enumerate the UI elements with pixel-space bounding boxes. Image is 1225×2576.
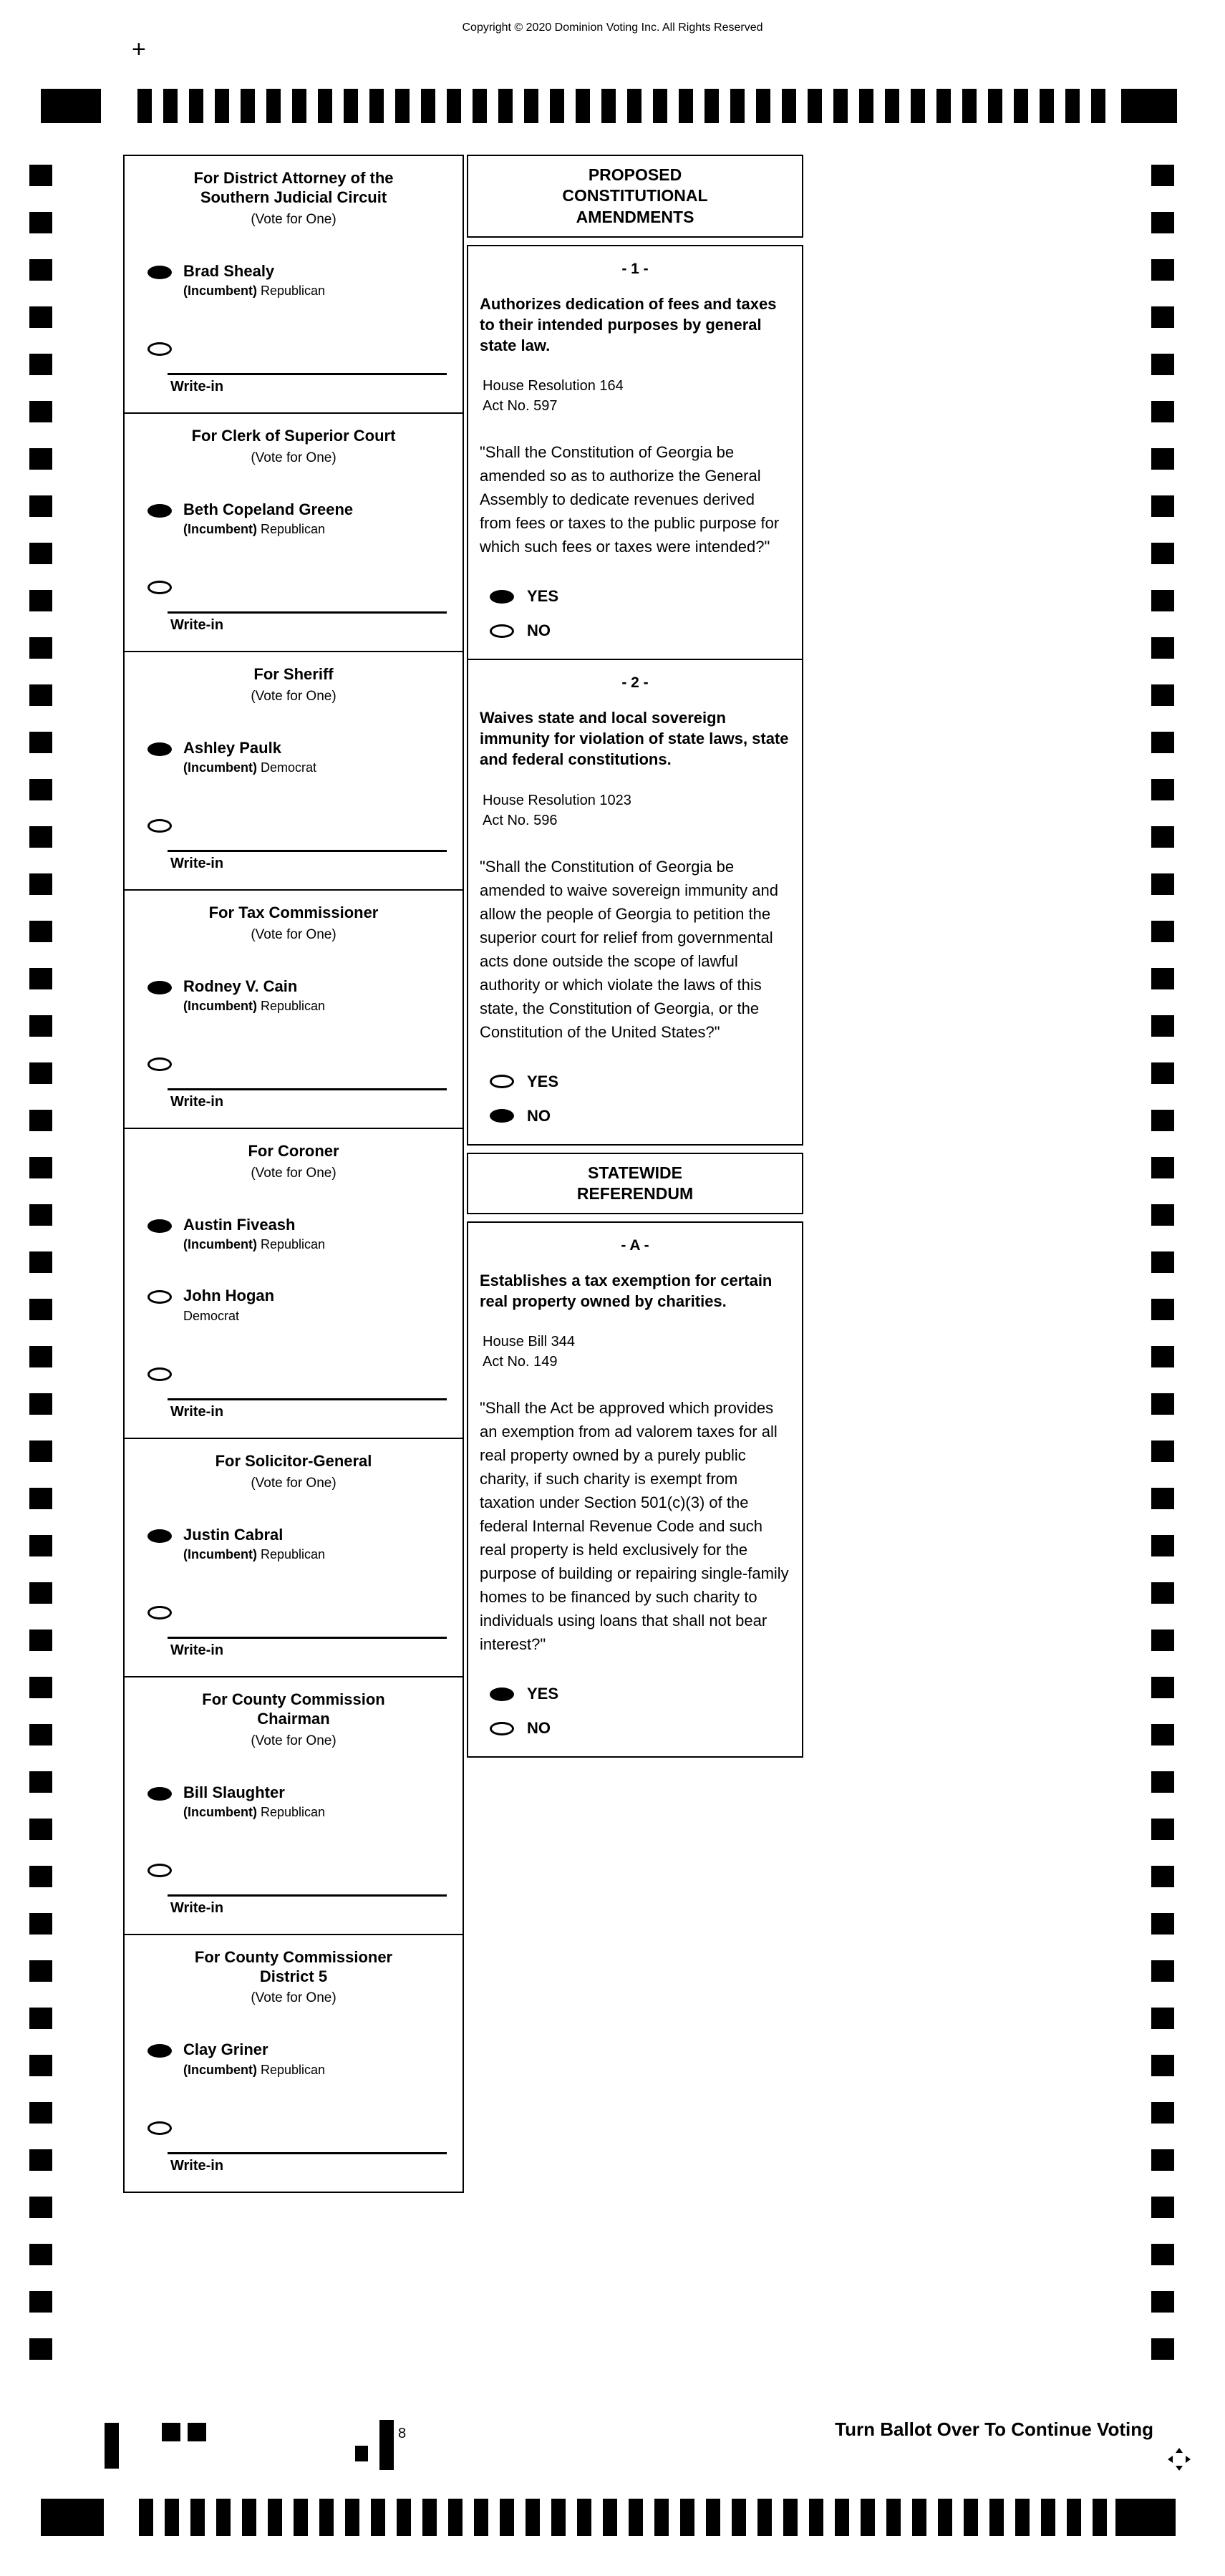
candidate-oval[interactable] [147, 1787, 172, 1801]
contest-box [123, 155, 464, 414]
ballot-content [123, 155, 803, 2193]
candidate-name: Clay Griner [183, 2040, 268, 2059]
candidate-option [132, 1526, 455, 1562]
measure-summary: Authorizes dedication of fees and taxes to their intended purposes by general state law. [480, 295, 777, 355]
candidate-text [183, 500, 353, 537]
contest-title: For Sheriff [253, 665, 334, 684]
party-label: Republican [261, 2062, 326, 2077]
incumbent-label: (Incumbent) [183, 1546, 257, 1561]
timing-block-top-left [41, 89, 101, 123]
candidate-party-line [183, 284, 325, 299]
candidate-option [132, 977, 455, 1014]
party-label: Democrat [261, 760, 317, 775]
candidate-text [183, 1216, 325, 1252]
write-in-oval[interactable] [147, 2121, 172, 2135]
candidate-oval[interactable] [147, 981, 172, 994]
measure-group-header-line: CONSTITUTIONAL [562, 186, 708, 205]
write-in-oval[interactable] [147, 1864, 172, 1877]
candidate-name: Ashley Paulk [183, 738, 281, 757]
candidate-oval[interactable] [147, 1219, 172, 1233]
contest-vote-for: (Vote for One) [251, 1166, 336, 1181]
measure-reference: Act No. 597 [483, 398, 558, 415]
write-in-label: Write-in [170, 617, 224, 634]
candidate-option [132, 500, 455, 537]
candidate-text [183, 1526, 325, 1562]
no-option [480, 1719, 790, 1738]
contest-title: For District Attorney of the [193, 169, 394, 187]
candidate-option [132, 1783, 455, 1820]
ballot-id-mark [105, 2423, 119, 2469]
contest-box [123, 1676, 464, 1935]
party-label: Democrat [183, 1308, 240, 1323]
measure-references [480, 790, 790, 831]
party-label: Republican [261, 1546, 326, 1561]
measure-reference: House Resolution 164 [483, 378, 624, 394]
contest-title: For Clerk of Superior Court [191, 426, 396, 445]
turn-ballot-arrows-icon [1167, 2447, 1191, 2471]
timing-marks-right [1151, 165, 1174, 2360]
incumbent-label: (Incumbent) [183, 1804, 257, 1819]
measure-question: "Shall the Constitution of Georgia be amended to waive sovereign immunity and allow the people of Georgia to petition the superior court for relief from governmental acts done outside the scope of lawful authority or which violate the laws of this state, the Constitution of Georgia, or the Constitution of the United States?" [480, 857, 779, 1041]
contest-title: Chairman [257, 1709, 330, 1728]
no-label: NO [527, 1719, 551, 1738]
write-in-line[interactable] [168, 1894, 447, 1897]
no-option [480, 621, 790, 640]
contest-vote-for: (Vote for One) [251, 1733, 336, 1748]
write-in-label: Write-in [170, 1403, 224, 1420]
contest-vote-for: (Vote for One) [251, 1990, 336, 2006]
candidate-name: Rodney V. Cain [183, 977, 298, 996]
measure-reference: Act No. 149 [483, 1354, 558, 1370]
candidate-party-line [183, 999, 325, 1014]
ballot-id-mark [188, 2423, 206, 2441]
contest-box [123, 1128, 464, 1438]
no-oval[interactable] [490, 1722, 514, 1735]
measure-summary: Establishes a tax exemption for certain real property owned by charities. [480, 1272, 773, 1311]
timing-block-top-right [1121, 89, 1177, 123]
ballot-id-mark [355, 2446, 368, 2461]
candidate-name: Justin Cabral [183, 1525, 284, 1544]
timing-marks-bottom [139, 2499, 1113, 2536]
contest-box [123, 651, 464, 891]
write-in-label: Write-in [170, 856, 224, 872]
write-in-line[interactable] [168, 1398, 447, 1400]
write-in-oval[interactable] [147, 1367, 172, 1381]
candidate-party-line [183, 1805, 325, 1820]
incumbent-label: (Incumbent) [183, 999, 257, 1014]
contest-box [123, 889, 464, 1129]
write-in-oval[interactable] [147, 581, 172, 594]
measure-reference: House Bill 344 [483, 1334, 575, 1350]
candidate-party-line [183, 2063, 325, 2078]
contest-title: For Coroner [248, 1142, 339, 1161]
no-option [480, 1107, 790, 1125]
ballot-id-mark [162, 2423, 180, 2441]
copyright-text: Copyright © 2020 Dominion Voting Inc. All Rights Reserved [462, 21, 763, 34]
contest-box [123, 1934, 464, 2193]
write-in-line[interactable] [168, 1637, 447, 1639]
yes-option [480, 587, 790, 606]
ballot-id-glyph: 8 [398, 2426, 407, 2441]
write-in-option [132, 2118, 455, 2135]
yes-oval[interactable] [490, 590, 514, 604]
turn-ballot-over-text: Turn Ballot Over To Continue Voting [835, 2418, 1153, 2440]
write-in-option [132, 1054, 455, 1071]
write-in-oval[interactable] [147, 1057, 172, 1071]
measure-group-header [467, 155, 803, 238]
party-label: Republican [261, 1804, 326, 1819]
candidate-party-line [183, 522, 353, 537]
contest-vote-for: (Vote for One) [251, 927, 336, 943]
party-label: Republican [261, 283, 326, 298]
write-in-option [132, 339, 455, 356]
measure-list [467, 155, 803, 1758]
ballot-id-mark [379, 2420, 394, 2470]
write-in-option [132, 1602, 455, 1619]
candidate-name: Beth Copeland Greene [183, 500, 354, 518]
measure-question: "Shall the Constitution of Georgia be amended so as to authorize the General Assembly to dedicate revenues derived from fees or taxes to the public purpose for which such fees or taxes were intended?" [480, 443, 780, 556]
candidate-text [183, 262, 325, 299]
party-label: Republican [261, 1237, 326, 1252]
write-in-oval[interactable] [147, 1606, 172, 1619]
write-in-label: Write-in [170, 1642, 224, 1658]
measure-group-header-line: PROPOSED [588, 165, 682, 184]
no-oval[interactable] [490, 624, 514, 638]
write-in-line[interactable] [168, 850, 447, 852]
write-in-oval[interactable] [147, 342, 172, 356]
measure-summary: Waives state and local sovereign immunity for violation of state laws, state and federal constitutions. [480, 709, 789, 769]
candidate-text [183, 1783, 325, 1820]
candidate-name: Brad Shealy [183, 261, 275, 280]
write-in-label: Write-in [170, 2157, 224, 2174]
contest-title: For County Commission [202, 1690, 385, 1708]
candidate-option [132, 262, 455, 299]
party-label: Republican [261, 999, 326, 1014]
measure-box [467, 659, 803, 1145]
candidate-party-line [183, 1309, 274, 1324]
measure-question: "Shall the Act be approved which provides an exemption from ad valorem taxes for all real property owned by a purely public charity, if such charity is exempt from taxation under Section 501(c)(3) of the federal Internal Revenue Code and such real property is held exclusively for the purpose of building or repairing single-family homes to be financed by such charity to individuals using loans that shall not bear interest?" [480, 1399, 789, 1654]
candidate-party-line [183, 1547, 325, 1562]
yes-oval[interactable] [490, 1075, 514, 1088]
candidate-option [132, 739, 455, 775]
contest-box [123, 1438, 464, 1677]
candidate-oval[interactable] [147, 266, 172, 279]
candidate-option [132, 1216, 455, 1252]
measure-reference: Act No. 596 [483, 812, 558, 828]
write-in-line[interactable] [168, 373, 447, 375]
contest-box [123, 412, 464, 652]
incumbent-label: (Incumbent) [183, 522, 257, 537]
candidate-name: Bill Slaughter [183, 1783, 285, 1801]
write-in-line[interactable] [168, 1088, 447, 1090]
contest-title: For Solicitor-General [215, 1451, 372, 1470]
candidate-text [183, 1287, 274, 1323]
write-in-option [132, 1364, 455, 1381]
measure-group-header-line: STATEWIDE [587, 1163, 683, 1182]
measure-group-header-line: REFERENDUM [576, 1183, 694, 1203]
incumbent-label: (Incumbent) [183, 1237, 257, 1252]
timing-marks-left [29, 165, 52, 2360]
write-in-option [132, 577, 455, 594]
candidate-name: Austin Fiveash [183, 1216, 296, 1234]
no-label: NO [527, 621, 551, 640]
measure-group-header-line: AMENDMENTS [576, 207, 694, 226]
write-in-label: Write-in [170, 378, 224, 394]
write-in-label: Write-in [170, 1899, 224, 1916]
write-in-label: Write-in [170, 1094, 224, 1110]
timing-marks-top [137, 89, 1107, 123]
no-label: NO [527, 1106, 551, 1125]
measure-box [467, 1221, 803, 1758]
yes-label: YES [527, 1685, 559, 1703]
contest-vote-for: (Vote for One) [251, 450, 336, 465]
contest-title: For Tax Commissioner [208, 904, 379, 922]
measure-reference: House Resolution 1023 [483, 792, 631, 808]
timing-block-bottom-right [1115, 2499, 1176, 2536]
contest-title: For County Commissioner [194, 1947, 393, 1966]
contest-vote-for: (Vote for One) [251, 688, 336, 704]
write-in-option [132, 1860, 455, 1877]
measure-references [480, 1332, 790, 1372]
measure-number: - 2 - [621, 674, 649, 692]
measure-number: - A - [621, 1237, 649, 1254]
write-in-line[interactable] [168, 611, 447, 614]
incumbent-label: (Incumbent) [183, 283, 257, 298]
write-in-line[interactable] [168, 2152, 447, 2154]
candidate-name: John Hogan [183, 1287, 275, 1305]
yes-label: YES [527, 1072, 559, 1090]
candidate-oval[interactable] [147, 2044, 172, 2058]
measure-references [480, 376, 790, 416]
contest-vote-for: (Vote for One) [251, 1475, 336, 1491]
timing-block-bottom-left [41, 2499, 104, 2536]
candidate-text [183, 977, 325, 1014]
measure-box [467, 245, 803, 660]
party-label: Republican [261, 522, 326, 537]
incumbent-label: (Incumbent) [183, 760, 257, 775]
contest-list [123, 155, 464, 2193]
write-in-option [132, 815, 455, 833]
measure-group-header [467, 1153, 803, 1215]
candidate-oval[interactable] [147, 1529, 172, 1543]
contest-title: District 5 [259, 1967, 328, 1985]
contest-vote-for: (Vote for One) [251, 211, 336, 227]
candidate-text [183, 739, 316, 775]
candidate-party-line [183, 760, 316, 775]
candidate-option [132, 1287, 455, 1323]
candidate-oval[interactable] [147, 1290, 172, 1304]
candidate-option [132, 2040, 455, 2077]
contest-title: Southern Judicial Circuit [200, 188, 387, 206]
candidate-oval[interactable] [147, 742, 172, 756]
no-oval[interactable] [490, 1109, 514, 1123]
registration-plus-mark: + [132, 36, 146, 63]
yes-oval[interactable] [490, 1688, 514, 1701]
candidate-oval[interactable] [147, 504, 172, 518]
yes-option [480, 1072, 790, 1091]
yes-label: YES [527, 587, 559, 606]
measure-number: - 1 - [621, 261, 649, 278]
candidate-text [183, 2040, 325, 2077]
yes-option [480, 1685, 790, 1703]
candidate-party-line [183, 1237, 325, 1252]
incumbent-label: (Incumbent) [183, 2062, 257, 2077]
write-in-oval[interactable] [147, 819, 172, 833]
